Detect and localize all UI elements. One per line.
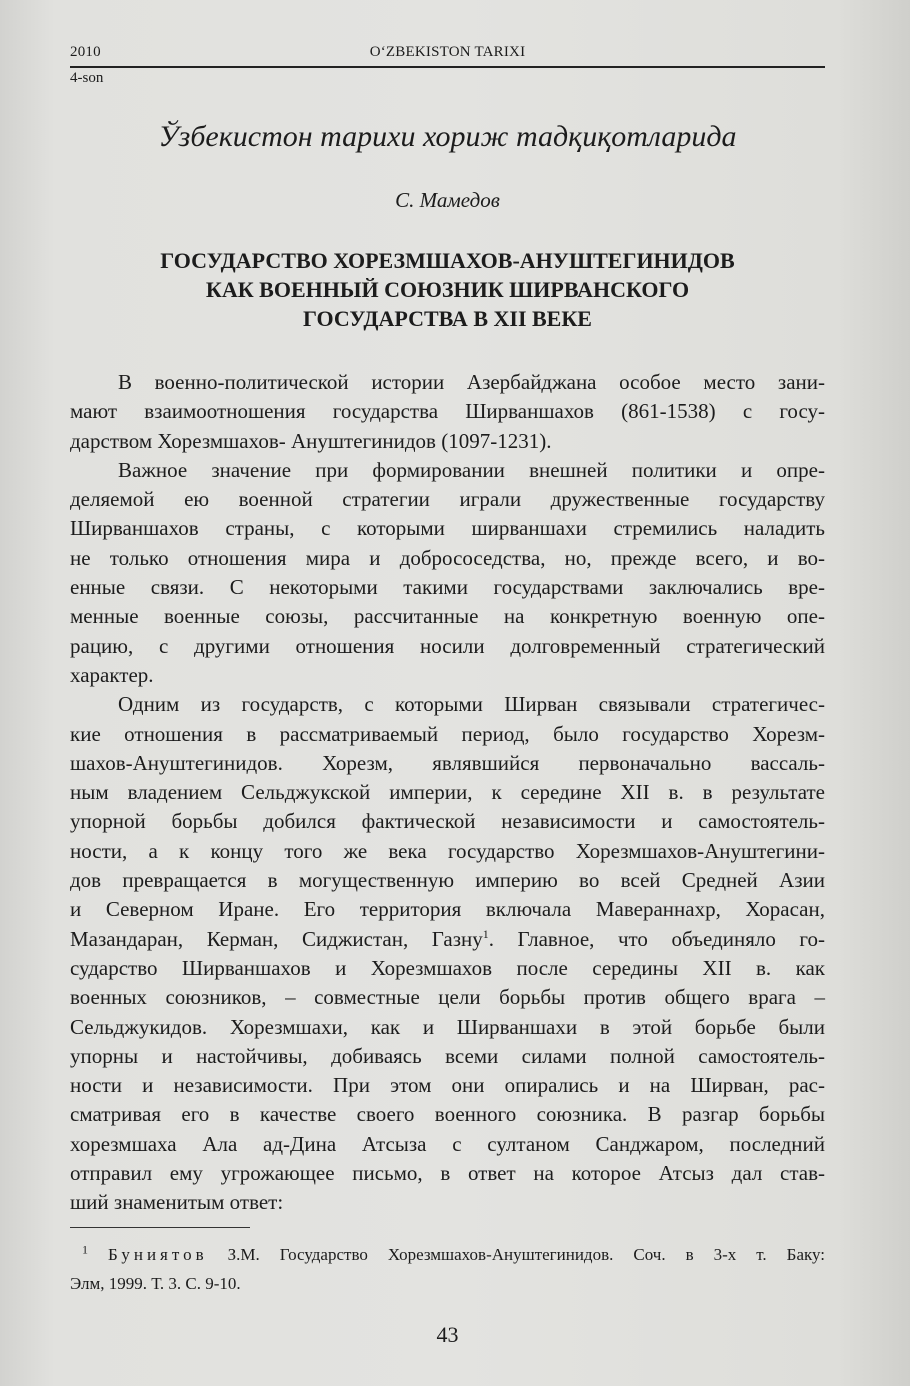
footnote-divider	[70, 1227, 250, 1228]
paragraph-3-line: сударство Ширваншахов и Хорезмшахов после середины XII в. как	[70, 955, 825, 980]
article-title	[70, 246, 825, 333]
footnote-reference[interactable]: 1	[482, 926, 489, 941]
paragraph-3-line: шахов-Ануштегинидов. Хорезм, являвшийся первоначально вассаль-	[70, 750, 825, 775]
footnote-number: 1	[82, 1242, 88, 1257]
paragraph-3-line: и Северном Иране. Его территория включала Мавераннахр, Хорасан,	[70, 897, 825, 922]
paragraph-3-line: упорны и настойчивы, добиваясь всеми силами полной самостоятель-	[70, 1043, 825, 1068]
header-journal-name: O‘ZBEKISTON TARIXI	[369, 44, 526, 60]
footnote-line	[70, 1240, 825, 1269]
article-body	[70, 368, 825, 1218]
paragraph-1-line: дарством Хорезмшахов- Ануштегинидов (1097-1231).	[70, 428, 552, 453]
header-issue: 4-son	[70, 70, 104, 86]
paragraph-2-line: деляемой ею военной стратегии играли дружественные государству	[70, 487, 825, 512]
section-title: Ўзбекистон тарихи хориж тадқиқотларида	[158, 120, 737, 153]
paragraph-3-line: отправил ему угрожающее письмо, в ответ на которое Атсыз дал став-	[70, 1161, 825, 1186]
footnote-line: Элм, 1999. Т. 3. С. 9-10.	[70, 1274, 241, 1293]
article-title-line: ГОСУДАРСТВО ХОРЕЗМШАХОВ-АНУШТЕГИНИДОВ	[160, 248, 735, 273]
running-header	[70, 44, 825, 66]
paragraph-1-line: мают взаимоотношения государства Ширваншахов (861-1538) с госу-	[70, 399, 825, 424]
header-year: 2010	[70, 44, 101, 60]
paragraph-3-line: кие отношения в рассматриваемый период, было государство Хорезм-	[70, 721, 825, 746]
paragraph-3-line-with-footnote	[70, 925, 825, 954]
footnotes	[70, 1240, 825, 1298]
paragraph-3-line: ным владением Сельджукской империи, к середине XII в. в результате	[70, 780, 825, 805]
paragraph-3-line: военных союзников, – совместные цели борьбы против общего врага –	[70, 985, 825, 1010]
paragraph-2-line: характер.	[70, 662, 154, 687]
line-text: Мазандаран, Керман, Сиджистан, Газну	[70, 926, 483, 951]
line-text-tail: . Главное, что объединяло го-	[488, 926, 825, 951]
article-author: С. Мамедов	[395, 188, 500, 212]
footnote-author: Буниятов	[108, 1245, 208, 1264]
article-title-line: ГОСУДАРСТВА В XII ВЕКЕ	[303, 306, 592, 331]
paragraph-3-line: сматривая его в качестве своего военного союзника. В разгар борьбы	[70, 1102, 825, 1127]
paragraph-3-line: Сельджукидов. Хорезмшахи, как и Ширваншахи в этой борьбе были	[70, 1014, 825, 1039]
paragraph-3-line: ности, а к концу того же века государство Хорезмшахов-Ануштегини-	[70, 838, 825, 863]
paragraph-2-line: енные связи. С некоторыми такими государствами заключались вре-	[70, 575, 825, 600]
paragraph-2-line: рацию, с другими отношения носили долговременный стратегический	[70, 633, 825, 658]
page-number: 43	[436, 1322, 459, 1347]
paragraph-3-line: упорной борьбы добился фактической независимости и самостоятель-	[70, 809, 825, 834]
paragraph-1-line: В военно-политической истории Азербайджана особое место зани-	[118, 370, 825, 394]
footnote-text: З.М. Государство Хорезмшахов-Ануштегинидов. Соч. в 3-х т. Баку:	[227, 1245, 826, 1264]
paragraph-2-line: менные военные союзы, рассчитанные на конкретную военную опе-	[70, 604, 825, 629]
paragraph-3-line: Одним из государств, с которыми Ширван связывали стратегичес-	[118, 692, 825, 717]
paragraph-3-line: хорезмшаха Ала ад-Дина Атсыза с султаном Санджаром, последний	[70, 1131, 825, 1156]
paragraph-2-line: Важное значение при формировании внешней политики и опре-	[118, 457, 825, 482]
paragraph-2-line: не только отношения мира и добрососедства, но, прежде всего, и во-	[70, 545, 825, 570]
paragraph-3-line: ший знаменитым ответ:	[70, 1190, 284, 1215]
paragraph-3-line: ности и независимости. При этом они опирались и на Ширван, рас-	[70, 1073, 825, 1098]
article-title-line: КАК ВОЕННЫЙ СОЮЗНИК ШИРВАНСКОГО	[205, 277, 690, 302]
header-divider	[70, 66, 825, 68]
paragraph-3-line: дов превращается в могущественную империю во всей Средней Азии	[70, 868, 825, 893]
paragraph-2-line: Ширваншахов страны, с которыми ширваншахи стремились наладить	[70, 516, 825, 541]
